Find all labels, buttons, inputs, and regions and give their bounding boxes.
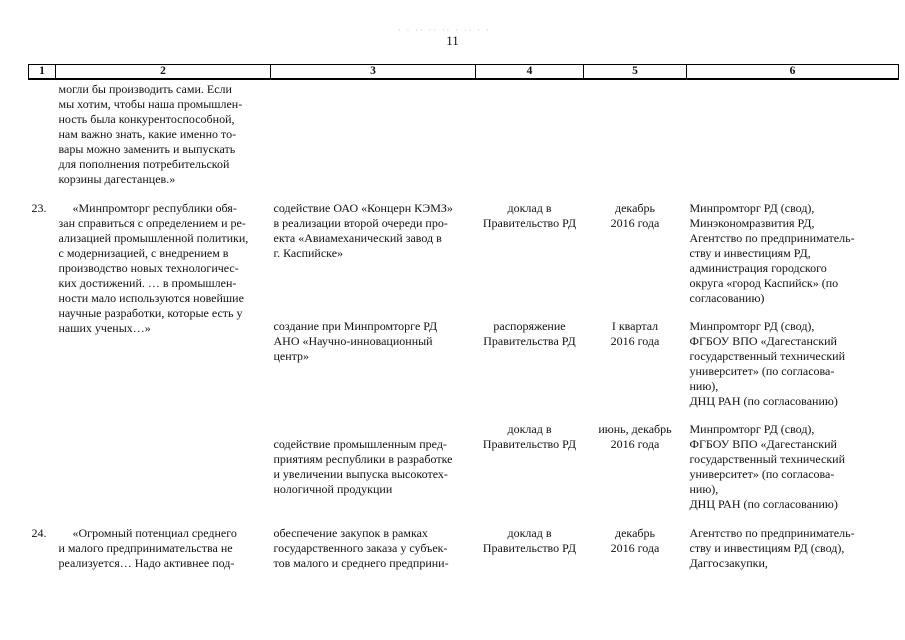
measure-form: доклад в Правительство РД — [482, 422, 577, 451]
header-col-4: 4 — [476, 65, 584, 80]
item-number: 24. — [31, 526, 47, 540]
table-header-row — [29, 65, 899, 80]
measure-form: доклад в Правительство РД — [482, 201, 577, 230]
header-col-6: 6 — [687, 65, 899, 80]
header-col-1: 1 — [29, 65, 56, 80]
scan-stamp-marks: · · ·· ·· ·· · ·· · · — [398, 26, 491, 35]
measure-term: декабрь 2016 года — [610, 526, 660, 555]
measure-executors: Агентство по предприниматель- ству и инвестициям РД (свод), Даггосзакупки, — [689, 526, 855, 570]
table-row — [29, 526, 899, 571]
measure-form: распоряжение Правительства РД — [483, 319, 576, 348]
measure-action: содействие ОАО «Концерн КЭМЗ» в реализации второй очереди про- екта «Авиамеханический завод в г. Каспийске» — [273, 201, 453, 260]
item-number: 23. — [31, 201, 47, 215]
measures-table — [28, 64, 899, 571]
header-col-2: 2 — [56, 65, 271, 80]
measure-executors: Минпромторг РД (свод), ФГБОУ ВПО «Дагестанский государственный технический университет» (по согласова- нию), ДНЦ РАН (по согласованию) — [689, 319, 846, 408]
measure-action: создание при Минпромторге РД АНО «Научно-инновационный центр» — [273, 319, 438, 363]
header-col-5: 5 — [584, 65, 687, 80]
measure-form: доклад в Правительство РД — [482, 526, 577, 555]
measure-term: декабрь 2016 года — [610, 201, 660, 230]
table-row — [29, 201, 899, 319]
item-quote: «Минпромторг республики обя- зан справиться с определением и ре- ализацией промышленной политики, с модернизацией, с внедрением в производство новых технологичес- ких достижений. … в промышлен- ности мало используются новейшие научные разработки, которые есть у наших ученых…» — [58, 201, 249, 335]
continuation-quote: могли бы производить сами. Если мы хотим, чтобы наша промышлен- ность была конкурентоспособной, нам важно знать, какие именно то- вары можно заменить и выпускать для пополнения потребительской корзины дагестанцев.» — [58, 82, 243, 186]
measure-action: содействие промышленным пред- приятиям республики в разработке и увеличении выпуска высокотех- нологичной продукции — [273, 437, 453, 496]
measure-action: обеспечение закупок в рамках государственного заказа у субъек- тов малого и среднего предприни- — [273, 526, 449, 570]
measure-term: июнь, декабрь 2016 года — [598, 422, 672, 451]
measure-term: I квартал 2016 года — [610, 319, 660, 348]
header-col-3: 3 — [271, 65, 476, 80]
measure-executors: Минпромторг РД (свод), ФГБОУ ВПО «Дагестанский государственный технический университет» (по согласова- нию), ДНЦ РАН (по согласованию) — [689, 422, 846, 511]
table-row — [29, 79, 899, 187]
measure-executors: Минпромторг РД (свод), Минэкономразвития РД, Агентство по предприниматель- ству и инвестициям РД, администрация городского округа «город Каспийск» (по согласованию) — [689, 201, 855, 305]
item-quote: «Огромный потенциал среднего и малого предпринимательства не реализуется… Надо активнее под- — [58, 526, 237, 570]
page-number: 11 — [446, 33, 459, 48]
